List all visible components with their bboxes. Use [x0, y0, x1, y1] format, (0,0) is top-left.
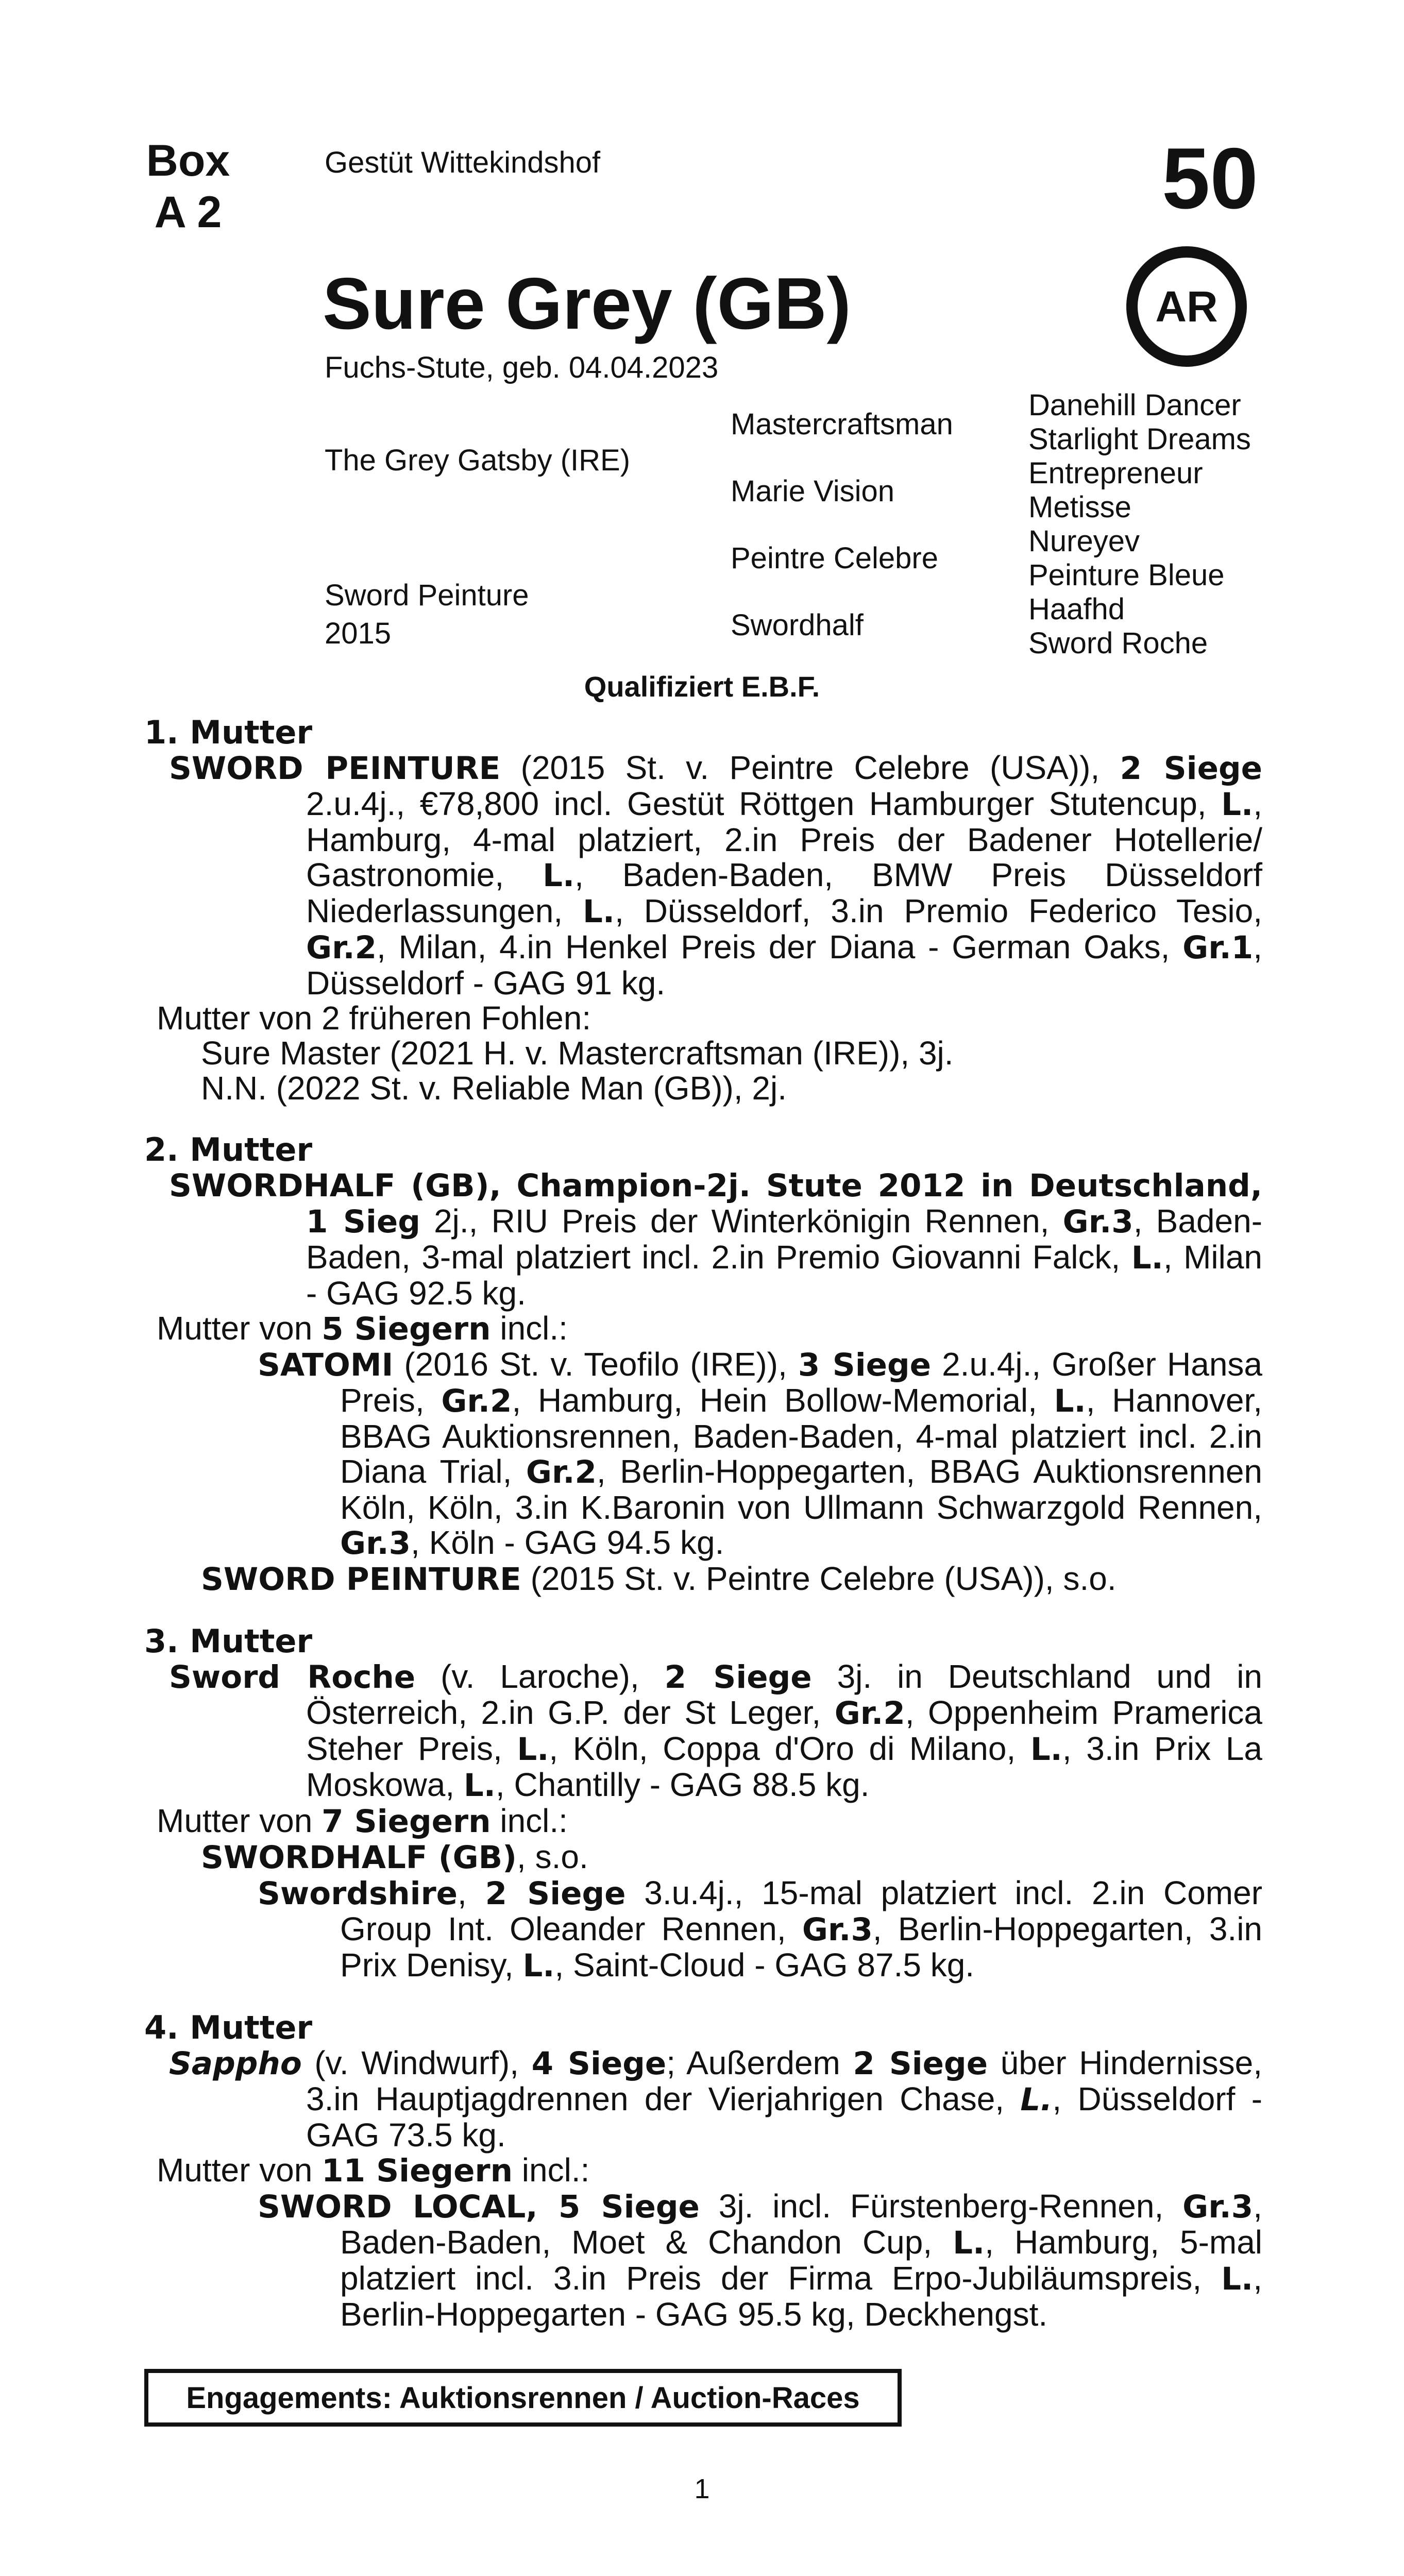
m1-foal-2: N.N. (2022 St. v. Reliable Man (GB)), 2j.	[201, 1070, 787, 1107]
horse-name: Sure Grey (GB)	[323, 263, 851, 345]
m3-name: Sword Roche	[169, 1659, 416, 1696]
horse-description: Fuchs-Stute, geb. 04.04.2023	[325, 351, 719, 384]
m3-record: Sword Roche (v. Laroche), 2 Siege 3j. in Deutschland und in Österreich, 2.in G.P. der St Leger, Gr.2, Oppenheim Pramerica Steher Preis, L., Köln, Coppa d'Oro di Milano, L., 3.in Prix La Moskowa, L., Chantilly - GAG 88.5 kg.	[169, 1658, 1263, 1804]
breeder-name: Gestüt Wittekindshof	[325, 146, 601, 179]
m2-record: SWORDHALF (GB), Champion-2j. Stute 2012 in Deutschland, 1 Sieg 2j., RIU Preis der Winterkönigin Rennen, Gr.3, Baden-Baden, 3-mal platziert incl. 2.in Premio Giovanni Falck, L., Milan - GAG 92.5 kg.	[169, 1167, 1263, 1312]
section-title-m1: 1. Mutter	[144, 714, 313, 751]
m1-name: SWORD PEINTURE	[169, 750, 501, 787]
ar-badge-text: AR	[1155, 282, 1218, 331]
page-number: 1	[694, 2473, 710, 2504]
m4-record: Sappho (v. Windwurf), 4 Siege; Außerdem 2 Siege über Hindernisse, 3.in Hauptjagdrennen der Vierjahrigen Chase, L., Düsseldorf - GAG 73.5 kg.	[169, 2044, 1263, 2154]
dam-line-content	[144, 715, 1262, 2332]
pedigree-dam-sire: Peintre Celebre	[731, 541, 938, 575]
m2-winners-heading: Mutter von 5 Siegern incl.:	[157, 1310, 568, 1347]
engagements-box	[144, 2369, 902, 2427]
box-label	[144, 135, 232, 238]
pedigree-g8: Sword Roche	[1028, 626, 1208, 660]
pedigree-third-generation	[1028, 388, 1251, 660]
m4-winners-heading: Mutter von 11 Siegern incl.:	[157, 2151, 590, 2189]
pedigree-sire-sire: Mastercraftsman	[731, 408, 953, 441]
m4-name: Sappho	[169, 2045, 302, 2082]
box-label-line1: Box	[146, 136, 230, 185]
pedigree-g6: Peinture Bleue	[1028, 558, 1225, 592]
lot-number: 50	[1162, 130, 1258, 227]
pedigree-g7: Haafhd	[1028, 592, 1125, 626]
m1-foals-heading: Mutter von 2 früheren Fohlen:	[157, 999, 591, 1037]
ar-badge	[1126, 246, 1247, 367]
pedigree-g5: Nureyev	[1028, 524, 1140, 558]
pedigree-g1: Danehill Dancer	[1028, 388, 1241, 422]
section-title-m4: 4. Mutter	[144, 2009, 313, 2046]
qualification-note: Qualifiziert E.B.F.	[584, 670, 820, 703]
m2-name: SWORDHALF	[169, 1167, 396, 1204]
pedigree-dam: Sword Peinture	[325, 579, 529, 612]
pedigree-dam-year: 2015	[325, 617, 392, 650]
m2-progeny-1: SATOMI (2016 St. v. Teofilo (IRE)), 3 Siege 2.u.4j., Großer Hansa Preis, Gr.2, Hamburg, Hein Bollow-Memorial, L., Hannover, BBAG Auktionsrennen, Baden-Baden, 4-mal platziert incl. 2.in Diana Trial, Gr.2, Berlin-Hoppegarten, BBAG Auktionsrennen Köln, Köln, 3.in K.Baronin von Ullmann Schwarzgold Rennen, Gr.3, Köln - GAG 94.5 kg.	[258, 1346, 1263, 1562]
engagements-text: Engagements: Auktionsrennen / Auction-Races	[186, 2381, 860, 2415]
pedigree-dam-dam: Swordhalf	[731, 608, 864, 642]
pedigree-sire: The Grey Gatsby (IRE)	[325, 444, 631, 477]
pedigree-g4: Metisse	[1028, 490, 1131, 524]
pedigree-g3: Entrepreneur	[1028, 456, 1203, 490]
m2-progeny-2: SWORD PEINTURE (2015 St. v. Peintre Celebre (USA)), s.o.	[201, 1560, 1117, 1598]
section-title-m2: 2. Mutter	[144, 1131, 313, 1168]
m3-progeny-2: Swordshire, 2 Siege 3.u.4j., 15-mal platziert incl. 2.in Comer Group Int. Oleander Rennen, Gr.3, Berlin-Hoppegarten, 3.in Prix Denisy, L., Saint-Cloud - GAG 87.5 kg.	[258, 1874, 1263, 1984]
pedigree-g2: Starlight Dreams	[1028, 422, 1251, 456]
pedigree-sire-dam: Marie Vision	[731, 474, 895, 508]
m3-winners-heading: Mutter von 7 Siegern incl.:	[157, 1802, 568, 1840]
m1-foal-1: Sure Master (2021 H. v. Mastercraftsman (IRE)), 3j.	[201, 1035, 954, 1072]
m1-record: SWORD PEINTURE (2015 St. v. Peintre Celebre (USA)), 2 Siege 2.u.4j., €78,800 incl. Gestüt Röttgen Hamburger Stutencup, L., Hamburg, 4-mal platziert, 2.in Preis der Badener Hotellerie/ Gastronomie, L., Baden-Baden, BMW Preis Düsseldorf Niederlassungen, L., Düsseldorf, 3.in Premio Federico Tesio, Gr.2, Milan, 4.in Henkel Preis der Diana - German Oaks, Gr.1, Düsseldorf - GAG 91 kg.	[169, 749, 1263, 1002]
m3-progeny-1: SWORDHALF (GB), s.o.	[201, 1838, 588, 1876]
m4-progeny-1: SWORD LOCAL, 5 Siege 3j. incl. Fürstenberg-Rennen, Gr.3, Baden-Baden, Moet & Chandon Cup, L., Hamburg, 5-mal platziert incl. 3.in Preis der Firma Erpo-Jubiläumspreis, L., Berlin-Hoppegarten - GAG 95.5 kg, Deckhengst.	[258, 2188, 1263, 2333]
section-title-m3: 3. Mutter	[144, 1622, 313, 1660]
box-label-line2: A 2	[154, 188, 222, 237]
